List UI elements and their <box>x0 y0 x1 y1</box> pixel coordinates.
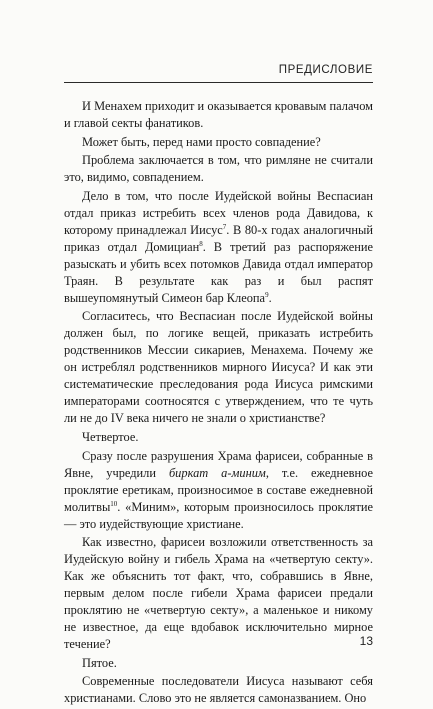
paragraph-text: Сразу после разрушения Храма фарисеи, собранные в Явне, учредили <box>64 448 373 480</box>
page-body <box>64 98 373 709</box>
paragraph-text: Пятое. <box>82 655 117 670</box>
paragraph-7 <box>64 448 373 533</box>
running-header-title: ПРЕДИСЛОВИЕ <box>278 64 373 76</box>
footnote-ref: 7 <box>222 222 227 231</box>
paragraph-text: Согласитесь, что Веспасиан после Иудейской войны должен был, по логике вещей, приказать истребить родственников Мессии сикариев, Менахема. Почему же он истреблял родственников мирного Иисуса? И как эти систематические преследования рода Иисуса римскими императорами соотносятся с утверждением, что те чуть ли не до IV века ничего не знали о христианстве? <box>64 309 373 426</box>
paragraph-text: Четвертое. <box>82 429 139 444</box>
paragraph-text: Может быть, перед нами просто совпадение? <box>82 134 321 149</box>
italic-term: биркат а-миним <box>168 465 266 480</box>
paragraph-5 <box>64 308 373 427</box>
paragraph-3 <box>64 152 373 186</box>
paragraph-10 <box>64 673 373 707</box>
paragraph-text: Как известно, фарисеи возложили ответственность за Иудейскую войну и гибель Храма на «четвертую секту». Как же объяснить тот факт, что, собравшись в Явне, первым делом после гибели Храма фарисеи предали проклятию не «четвертую секту», а маленькое и никому не известное, да еще вдобавок исключительно мирное течение? <box>64 535 373 652</box>
paragraph-1 <box>64 98 373 132</box>
page-number: 13 <box>359 634 373 648</box>
paragraph-6 <box>64 429 373 446</box>
paragraph-2 <box>64 134 373 151</box>
footnote-ref: 9 <box>265 290 269 299</box>
paragraph-text: . «Миним», которым произносилось проклятие — это иудействующие христиане. <box>64 499 373 531</box>
paragraph-text: И Менахем приходит и оказывается кровавым палачом и главой секты фанатиков. <box>64 99 373 130</box>
paragraph-text: . В 80-х годах аналогичный приказ отдал Домициан <box>64 222 374 254</box>
paragraph-9 <box>64 655 373 672</box>
paragraph-text: , т.е. ежедневное проклятие еретикам, произносимое в составе ежедневной молитвы <box>64 465 373 514</box>
footnote-ref: 10 <box>110 499 118 508</box>
footnote-ref: 8 <box>199 239 203 248</box>
paragraph-text: Проблема заключается в том, что римляне не считали это, видимо, совпадением. <box>64 153 373 185</box>
paragraph-4 <box>64 188 373 307</box>
paragraph-text: Дело в том, что после Иудейской войны Веспасиан отдал приказ истребить всех членов рода Давидова, к которому принадлежал Иисус <box>64 188 373 237</box>
paragraph-text: . В третий раз распоряжение разыскать и убить всех потомков Давида отдал император Траян. В результате как раз и был распят вышеупомянутый Симеон бар Клеопа <box>64 239 373 305</box>
paragraph-8 <box>64 534 373 653</box>
paragraph-text: . <box>268 290 272 305</box>
paragraph-text: Современные последователи Иисуса называют себя христианами. Слово это не является самоназванием. Оно <box>64 674 373 706</box>
running-header <box>64 52 373 83</box>
